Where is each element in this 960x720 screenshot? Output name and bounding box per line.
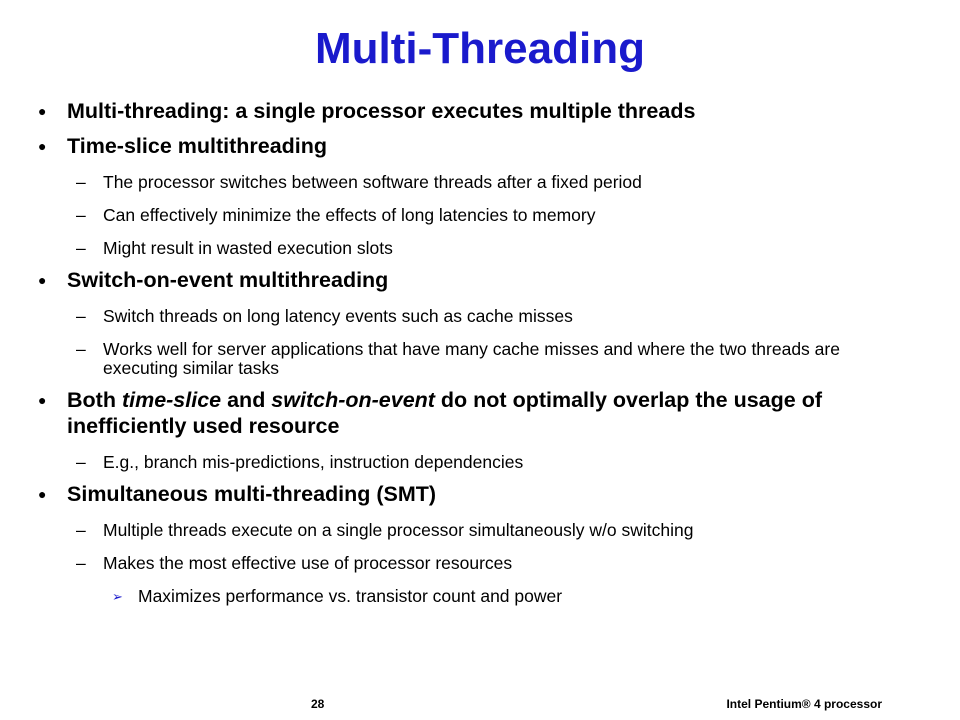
- emphasis-time-slice: time-slice: [121, 388, 222, 412]
- sub-bullet-text: Works well for server applications that have many cache misses and where the two threads are executing similar tasks: [103, 339, 840, 378]
- sub-bullet-text: Multiple threads execute on a single processor simultaneously w/o switching: [103, 520, 694, 540]
- footer-brand: Intel Pentium® 4 processor: [726, 697, 882, 711]
- bullet-item: [38, 481, 918, 507]
- bullet-item: [38, 133, 918, 159]
- bullet-icon: ●: [38, 392, 47, 408]
- page-number: 28: [311, 697, 325, 711]
- dash-icon: –: [76, 172, 86, 192]
- dash-icon: –: [76, 553, 86, 573]
- slide-content: [38, 98, 918, 606]
- emphasis-switch-on-event: switch-on-event: [271, 388, 435, 412]
- sub-sub-bullet-text: Maximizes performance vs. transistor count and power: [138, 586, 563, 606]
- text-run: and: [221, 388, 272, 412]
- sub-bullet-item: [38, 173, 918, 192]
- dash-icon: –: [76, 339, 86, 359]
- bullet-text: Multi-threading: a single processor executes multiple threads: [67, 99, 696, 123]
- bullet-item: [38, 267, 918, 293]
- text-run: Both: [67, 388, 122, 412]
- bullet-icon: ●: [38, 486, 47, 502]
- sub-bullet-item: [38, 206, 918, 225]
- slide-title: Multi-Threading: [315, 24, 645, 73]
- sub-bullet-text: Switch threads on long latency events such as cache misses: [103, 306, 573, 326]
- dash-icon: –: [76, 238, 86, 258]
- text-run: do not optimally overlap the usage of inefficiently used resource: [67, 388, 822, 438]
- bullet-item: [38, 98, 918, 124]
- sub-bullet-item: [38, 453, 918, 472]
- bullet-item: [38, 387, 918, 439]
- bullet-icon: ●: [38, 272, 47, 288]
- dash-icon: –: [76, 452, 86, 472]
- sub-bullet-text: The processor switches between software threads after a fixed period: [103, 172, 642, 192]
- sub-bullet-text: E.g., branch mis-predictions, instruction dependencies: [103, 452, 524, 472]
- sub-bullet-item: [38, 239, 918, 258]
- sub-bullet-item: [38, 521, 918, 540]
- sub-bullet-text: Can effectively minimize the effects of long latencies to memory: [103, 205, 596, 225]
- bullet-icon: ●: [38, 103, 47, 119]
- dash-icon: –: [76, 520, 86, 540]
- bullet-text: Switch-on-event multithreading: [67, 268, 389, 292]
- bullet-text: [67, 388, 822, 438]
- sub-bullet-item: [38, 307, 918, 326]
- dash-icon: –: [76, 205, 86, 225]
- sub-bullet-text: Might result in wasted execution slots: [103, 238, 393, 258]
- sub-bullet-text: Makes the most effective use of processor resources: [103, 553, 513, 573]
- dash-icon: –: [76, 306, 86, 326]
- bullet-text: Time-slice multithreading: [67, 134, 328, 158]
- sub-bullet-item: [38, 340, 918, 378]
- bullet-text: Simultaneous multi-threading (SMT): [67, 482, 437, 506]
- sub-bullet-item: [38, 554, 918, 573]
- sub-sub-bullet-item: [38, 587, 918, 606]
- bullet-icon: ●: [38, 138, 47, 154]
- arrow-bullet-icon: ➢: [112, 589, 123, 604]
